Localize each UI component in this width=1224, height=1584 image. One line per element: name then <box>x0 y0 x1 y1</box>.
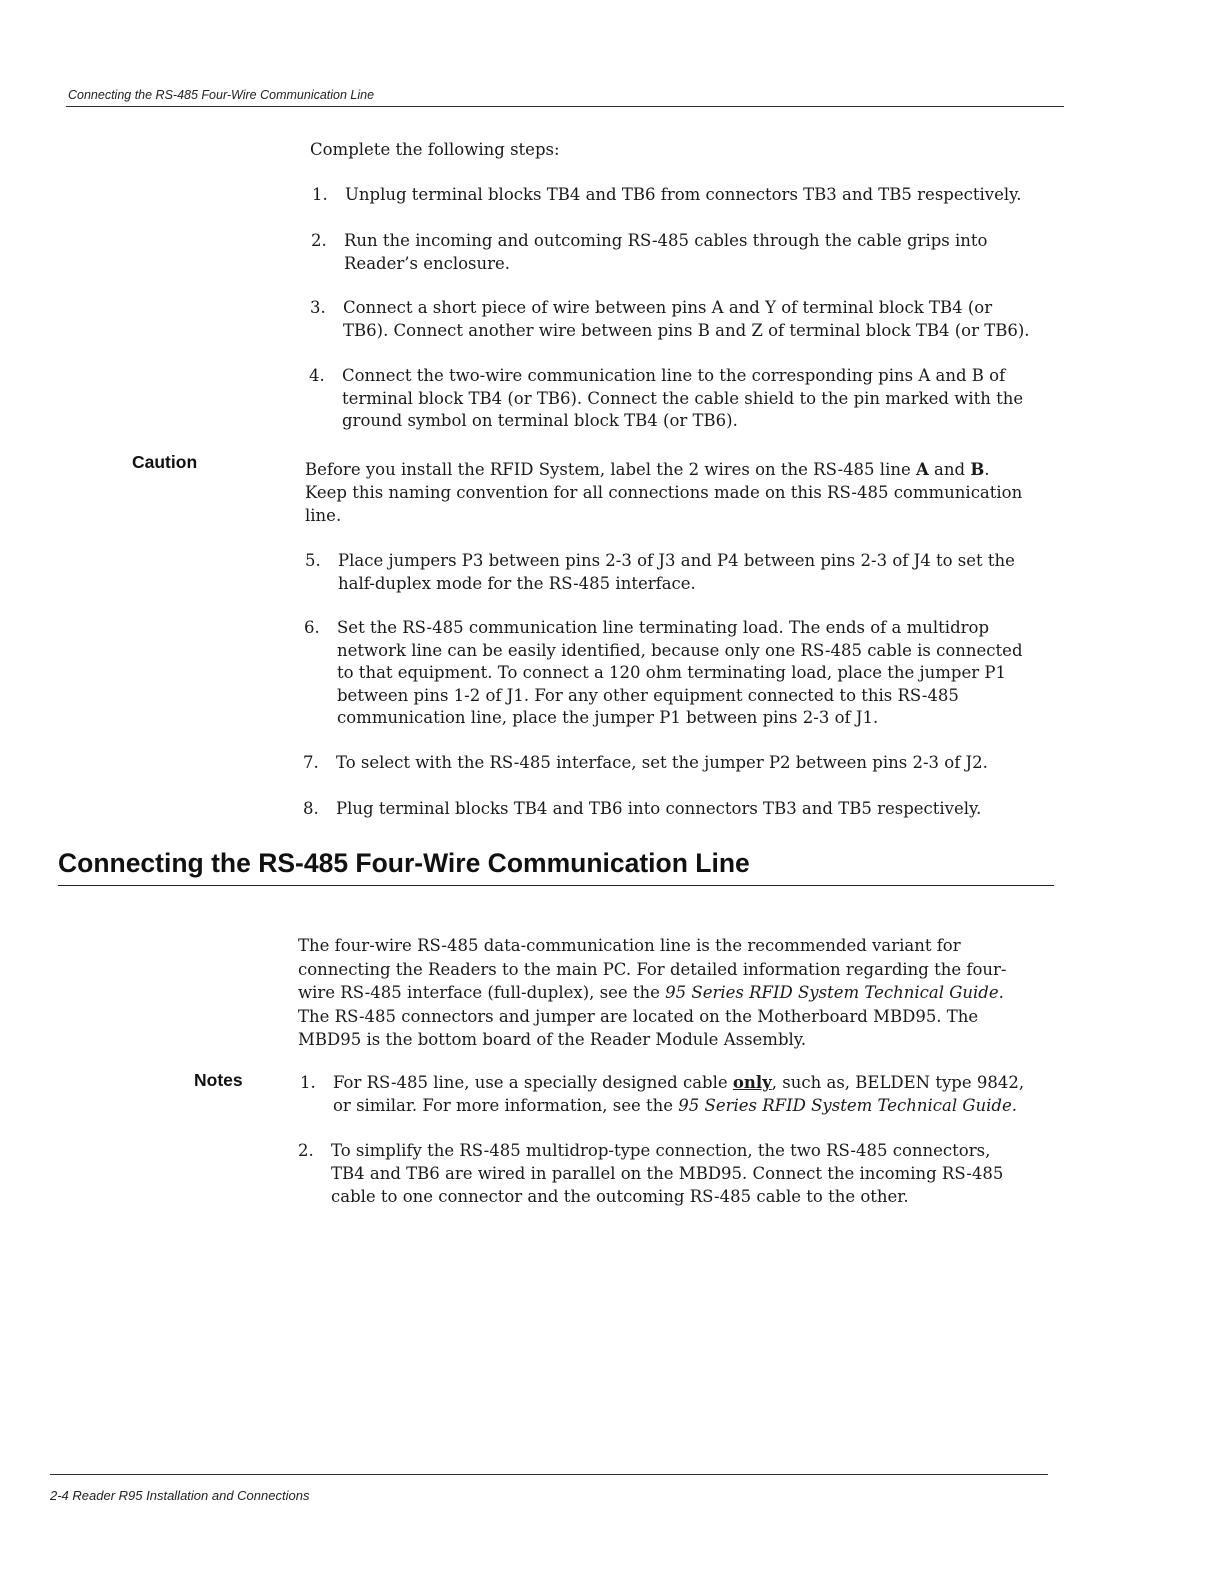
intro-text: Complete the following steps: <box>310 140 560 159</box>
step-text: Connect the two-wire communication line to the corresponding pins A and B of <box>342 366 1006 385</box>
note-number: 2. <box>298 1141 314 1160</box>
list-item <box>303 798 1063 822</box>
step-number: 5. <box>305 551 321 570</box>
note-text-part: For RS-485 line, use a specially designed cable <box>333 1073 733 1092</box>
footer-rule <box>50 1474 1048 1475</box>
paragraph-line: connecting the Readers to the main PC. For detailed information regarding the four- <box>298 959 1007 979</box>
step-number: 7. <box>303 753 319 772</box>
caution-line: Keep this naming convention for all connections made on this RS-485 communication <box>305 483 1023 502</box>
list-item <box>311 230 1071 276</box>
step-text: network line can be easily identified, because only one RS-485 cable is connected <box>337 640 1023 660</box>
step-number: 4. <box>309 366 325 385</box>
running-head: Connecting the RS-485 Four-Wire Communication Line <box>68 88 375 102</box>
emphasis-only: only <box>732 1073 772 1092</box>
step-number: 2. <box>311 231 327 250</box>
note-number: 1. <box>300 1073 316 1092</box>
list-item <box>309 365 1069 435</box>
step-text: half-duplex mode for the RS-485 interface. <box>338 573 696 593</box>
page-footer: 2-4 Reader R95 Installation and Connections <box>50 1488 310 1503</box>
note-text <box>333 1095 1017 1118</box>
body-paragraph <box>298 934 1058 1052</box>
section-rule <box>58 885 1054 886</box>
caution-label: Caution <box>132 452 198 472</box>
caution-line-text: Before you install the RFID System, label the 2 wires on the RS-485 line <box>305 460 916 479</box>
caution-text <box>305 458 1065 527</box>
caution-line-text: and <box>928 460 971 479</box>
step-text: communication line, place the jumper P1 between pins 2-3 of J1. <box>337 708 879 727</box>
list-item <box>312 184 1072 208</box>
notes-label: Notes <box>194 1070 243 1090</box>
step-number: 8. <box>303 799 319 818</box>
step-text: Reader’s enclosure. <box>344 253 511 273</box>
caution-line: line. <box>305 506 342 525</box>
step-text: To select with the RS-485 interface, set the jumper P2 between pins 2-3 of J2. <box>336 753 988 772</box>
section-title: Connecting the RS-485 Four-Wire Communication Line <box>58 848 750 878</box>
wire-a-label: A <box>916 460 929 479</box>
step-text: Run the incoming and outcoming RS-485 cables through the cable grips into <box>344 231 988 250</box>
header-rule <box>66 106 1064 107</box>
step-text: between pins 1-2 of J1. For any other equipment connected to this RS-485 <box>337 685 959 705</box>
step-text: terminal block TB4 (or TB6). Connect the cable shield to the pin marked with the <box>342 388 1024 408</box>
step-text: Plug terminal blocks TB4 and TB6 into connectors TB3 and TB5 respectively. <box>336 799 982 818</box>
step-text: ground symbol on terminal block TB4 (or TB6). <box>342 411 738 430</box>
step-text: Connect a short piece of wire between pins A and Y of terminal block TB4 (or <box>343 298 993 317</box>
guide-reference: 95 Series RFID System Technical Guide. <box>678 1096 1018 1115</box>
note-text-part: , such as, BELDEN type 9842, <box>771 1073 1025 1092</box>
caution-line-text: . <box>984 460 990 479</box>
paragraph-line: The four-wire RS-485 data-communication line is the recommended variant for <box>298 936 961 955</box>
caution-line <box>305 458 1065 481</box>
note-text: To simplify the RS-485 multidrop-type connection, the two RS-485 connectors, <box>331 1141 991 1160</box>
guide-reference: 95 Series RFID System Technical Guide. <box>665 983 1004 1002</box>
list-item <box>300 1072 1060 1118</box>
step-text: Unplug terminal blocks TB4 and TB6 from connectors TB3 and TB5 respectively. <box>345 185 1022 204</box>
step-text: TB6). Connect another wire between pins B and Z of terminal block TB4 (or TB6). <box>343 320 1030 340</box>
paragraph-line <box>298 981 1058 1005</box>
paragraph-line-text: wire RS-485 interface (full-duplex), see the <box>298 983 666 1002</box>
wire-b-label: B <box>970 460 985 479</box>
step-number: 6. <box>304 618 320 637</box>
list-item <box>298 1140 1058 1210</box>
list-item <box>304 617 1064 731</box>
list-item <box>303 752 1063 776</box>
list-item <box>310 297 1070 343</box>
note-text <box>333 1072 1024 1095</box>
step-text: Set the RS-485 communication line terminating load. The ends of a multidrop <box>337 618 990 637</box>
step-text: Place jumpers P3 between pins 2-3 of J3 and P4 between pins 2-3 of J4 to set the <box>338 551 1015 570</box>
step-text: to that equipment. To connect a 120 ohm terminating load, place the jumper P1 <box>337 663 1006 682</box>
note-text-part: or similar. For more information, see the <box>333 1096 679 1115</box>
note-text: cable to one connector and the outcoming RS-485 cable to the other. <box>331 1187 909 1206</box>
paragraph-line: The RS-485 connectors and jumper are located on the Motherboard MBD95. The <box>298 1006 979 1026</box>
paragraph-line: MBD95 is the bottom board of the Reader Module Assembly. <box>298 1030 807 1049</box>
step-number: 3. <box>310 298 326 317</box>
list-item <box>305 550 1065 596</box>
step-number: 1. <box>312 185 328 204</box>
note-text: TB4 and TB6 are wired in parallel on the MBD95. Connect the incoming RS-485 <box>331 1164 1004 1183</box>
